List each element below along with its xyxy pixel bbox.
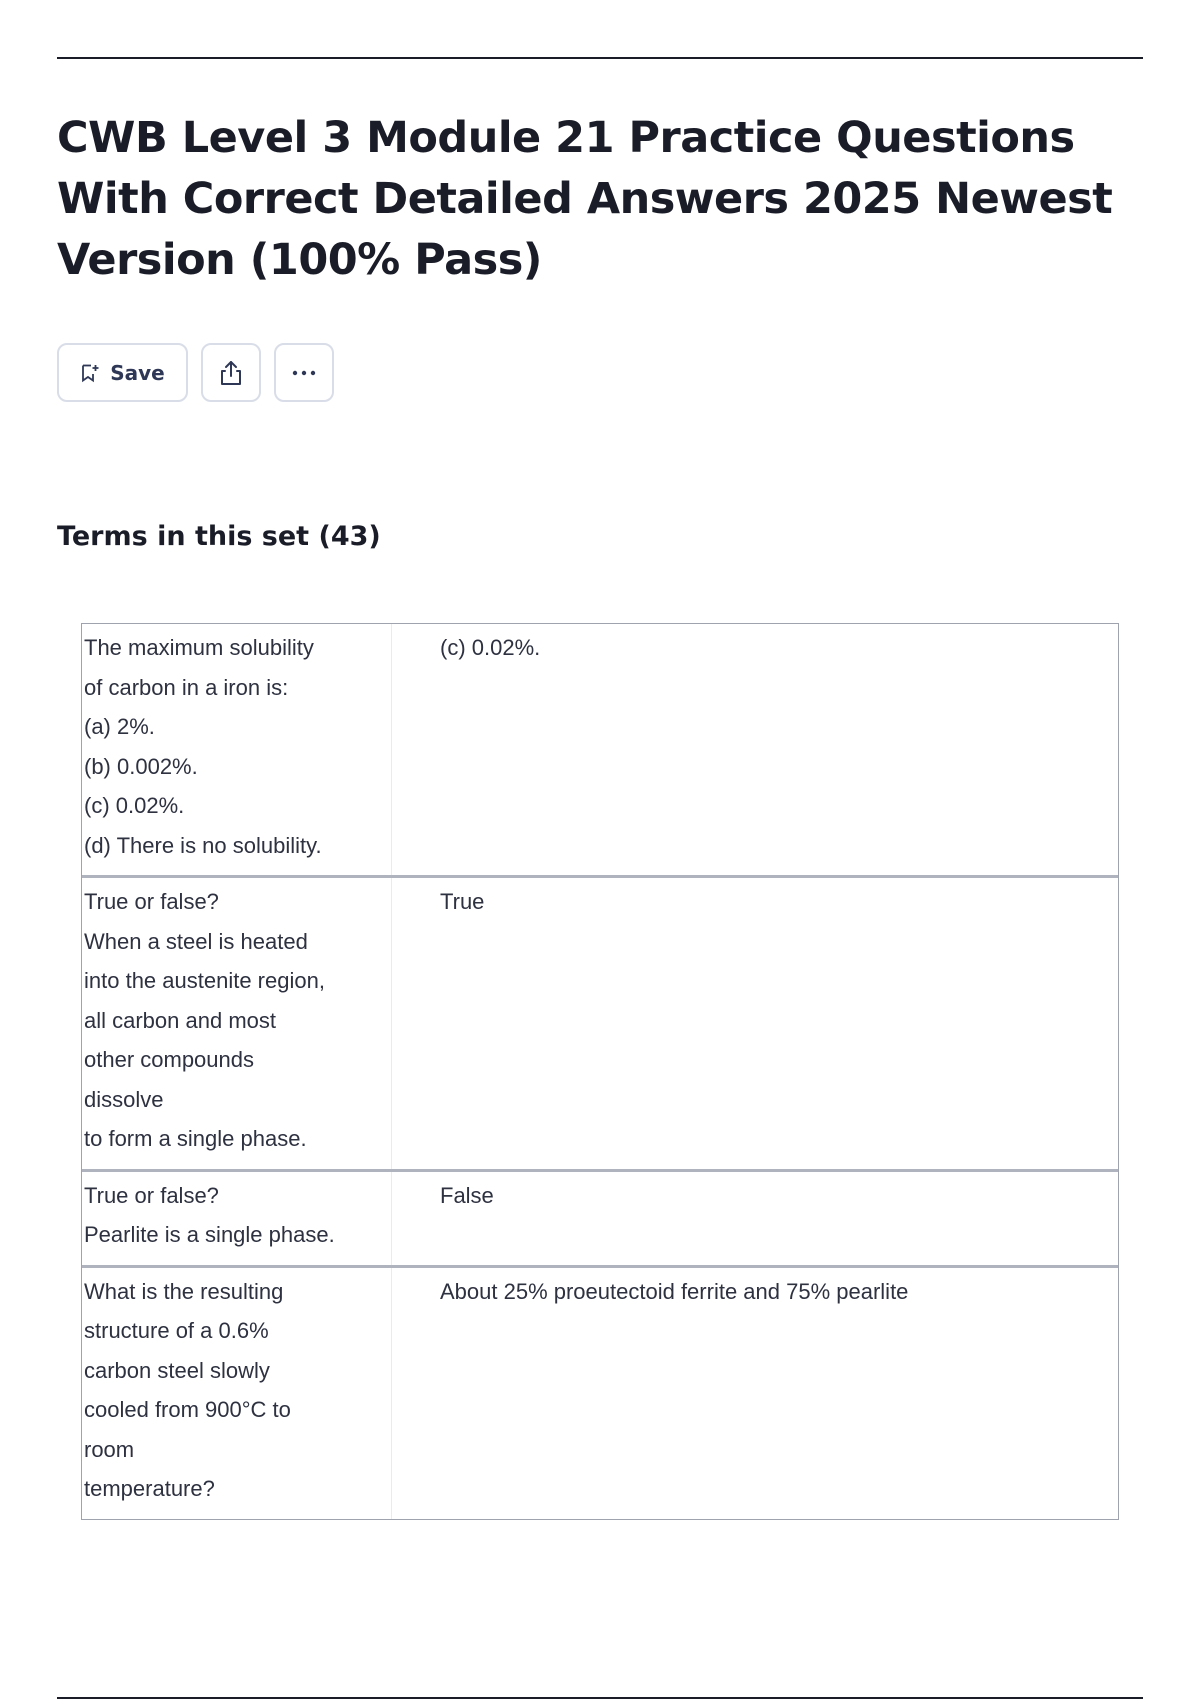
definition-text: (c) 0.02%.: [440, 635, 541, 660]
terms-table: [81, 623, 1119, 1520]
share-upload-icon: [217, 359, 245, 387]
term-row: [82, 1169, 1118, 1265]
bookmark-add-icon: [80, 363, 100, 383]
definition-text: False: [440, 1182, 494, 1208]
top-divider: [57, 57, 1143, 59]
term-text: True or false? When a steel is heated into the austenite region, all carbon and most other compounds dissolve to form a single phase.: [82, 878, 392, 1169]
term-row: [82, 624, 1118, 875]
save-button[interactable]: [57, 343, 188, 402]
definition-text: True: [440, 889, 485, 914]
term-row: [82, 1265, 1118, 1519]
term-text: What is the resulting structure of a 0.6% carbon steel slowly cooled from 900°C to room temperature?: [82, 1268, 392, 1519]
more-horizontal-icon: [290, 369, 318, 377]
definition-text: About 25% proeutectoid ferrite and 75% pearlite: [440, 1278, 909, 1304]
action-bar: [57, 343, 334, 402]
more-options-button[interactable]: [274, 343, 334, 402]
terms-heading: Terms in this set (43): [57, 521, 381, 552]
term-text: True or false? Pearlite is a single phase.: [82, 1172, 392, 1265]
save-label: Save: [110, 360, 165, 385]
bottom-divider: [57, 1697, 1143, 1699]
term-text: The maximum solubility of carbon in a iron is: (a) 2%. (b) 0.002%. (c) 0.02%. (d) There is no solubility.: [82, 624, 392, 875]
page-title: CWB Level 3 Module 21 Practice Questions With Correct Detailed Answers 2025 Newest Version (100% Pass): [57, 113, 1113, 285]
term-row: [82, 875, 1118, 1169]
share-button[interactable]: [201, 343, 261, 402]
